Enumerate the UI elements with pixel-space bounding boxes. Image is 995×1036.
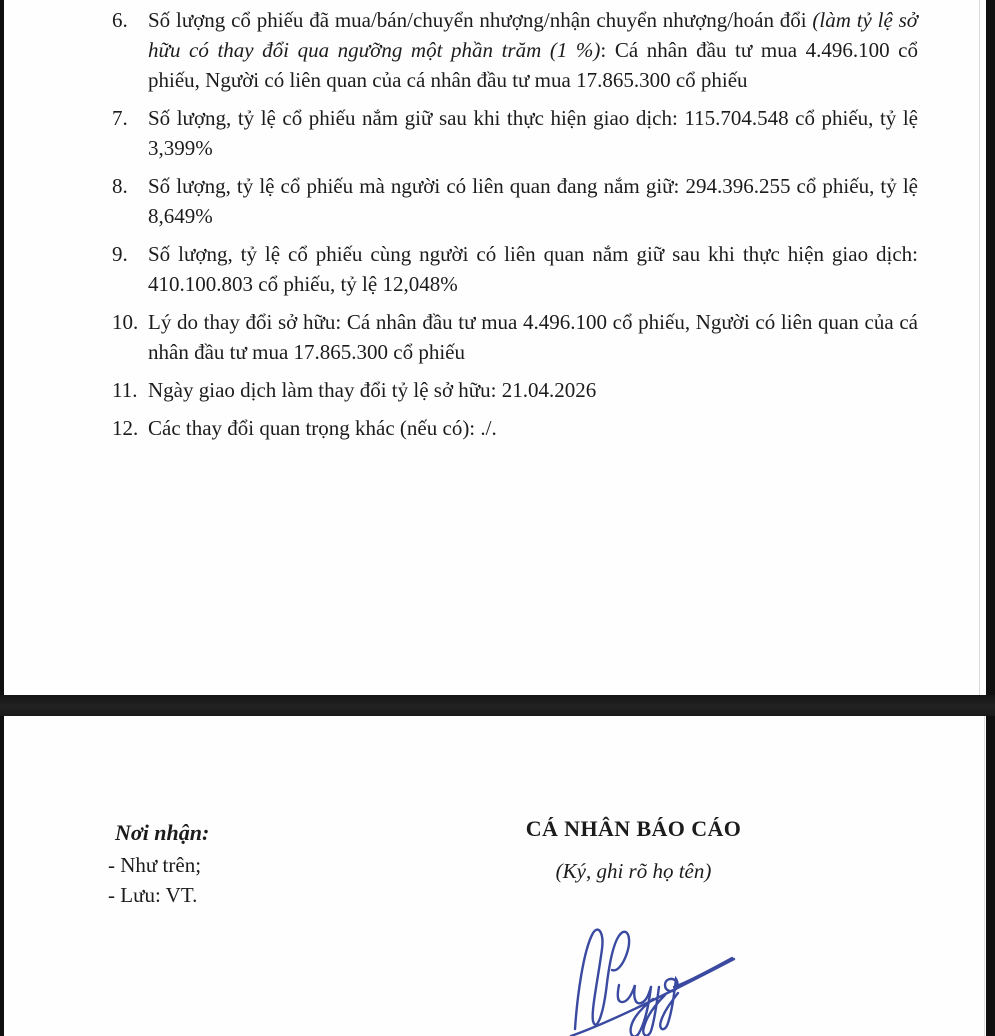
item-text: Ngày giao dịch làm thay đổi tỷ lệ sở hữu: 21.04.2026 <box>148 378 597 402</box>
page-break-separator <box>0 695 995 716</box>
item-text-segment: : Cá nhân đầu tư mua 4.496.100 cổ phiếu, Người có liên quan của cá nhân đầu tư mua 17.865.300 cổ phiếu <box>148 38 919 92</box>
item-text: Lý do thay đổi sở hữu: Cá nhân đầu tư mua 4.496.100 cổ phiếu, Người có liên quan của cá nhân đầu tư mua 17.865.300 cổ phiếu <box>148 310 918 364</box>
item-number: 7. <box>112 106 128 130</box>
scan-edge-right <box>986 0 995 1036</box>
item-number: 8. <box>112 174 128 198</box>
item-number: 9. <box>112 242 128 266</box>
scan-artifact-line-top <box>979 0 980 695</box>
recipients-block <box>108 818 209 910</box>
scan-edge-left <box>0 0 4 1036</box>
signer-instruction: (Ký, ghi rõ họ tên) <box>555 859 712 883</box>
list-item-9 <box>112 239 918 299</box>
handwritten-signature <box>562 921 744 1036</box>
list-item-6 <box>112 5 918 95</box>
numbered-list <box>112 5 918 451</box>
list-item-8 <box>112 171 918 231</box>
item-number: 10. <box>112 310 139 334</box>
item-text: Các thay đổi quan trọng khác (nếu có): ./. <box>148 416 497 440</box>
recipients-line: - Như trên; <box>108 853 202 877</box>
item-text: Số lượng, tỷ lệ cổ phiếu cùng người có liên quan nắm giữ sau khi thực hiện giao dịch: 410.100.803 cổ phiếu, tỷ lệ 12,048% <box>148 242 918 296</box>
list-item-12 <box>112 413 918 443</box>
item-text-segment: Số lượng cổ phiếu đã mua/bán/chuyển nhượng/nhận chuyển nhượng/hoán đổi <box>148 8 813 32</box>
list-item-7 <box>112 103 918 163</box>
item-number: 6. <box>112 8 128 32</box>
signer-title: CÁ NHÂN BÁO CÁO <box>525 816 742 841</box>
item-number: 12. <box>112 416 139 440</box>
recipients-heading: Nơi nhận: <box>115 820 210 845</box>
signature-ink <box>571 930 734 1036</box>
recipients-line: - Lưu: VT. <box>108 883 198 907</box>
item-text: Số lượng, tỷ lệ cổ phiếu mà người có liên quan đang nắm giữ: 294.396.255 cổ phiếu, tỷ lệ 8,649% <box>148 174 918 228</box>
list-item-10 <box>112 307 918 367</box>
list-item-11 <box>112 375 918 405</box>
signer-block <box>493 816 774 884</box>
item-number: 11. <box>112 378 138 402</box>
item-text-segment-italic: (làm tỷ lệ sở hữu có thay đổi qua ngưỡng một phần trăm (1 %) <box>148 8 918 62</box>
item-text <box>148 5 918 95</box>
scan-artifact-line-bottom <box>984 716 985 1036</box>
item-text: Số lượng, tỷ lệ cổ phiếu nắm giữ sau khi thực hiện giao dịch: 115.704.548 cổ phiếu, tỷ lệ 3,399% <box>148 106 918 160</box>
